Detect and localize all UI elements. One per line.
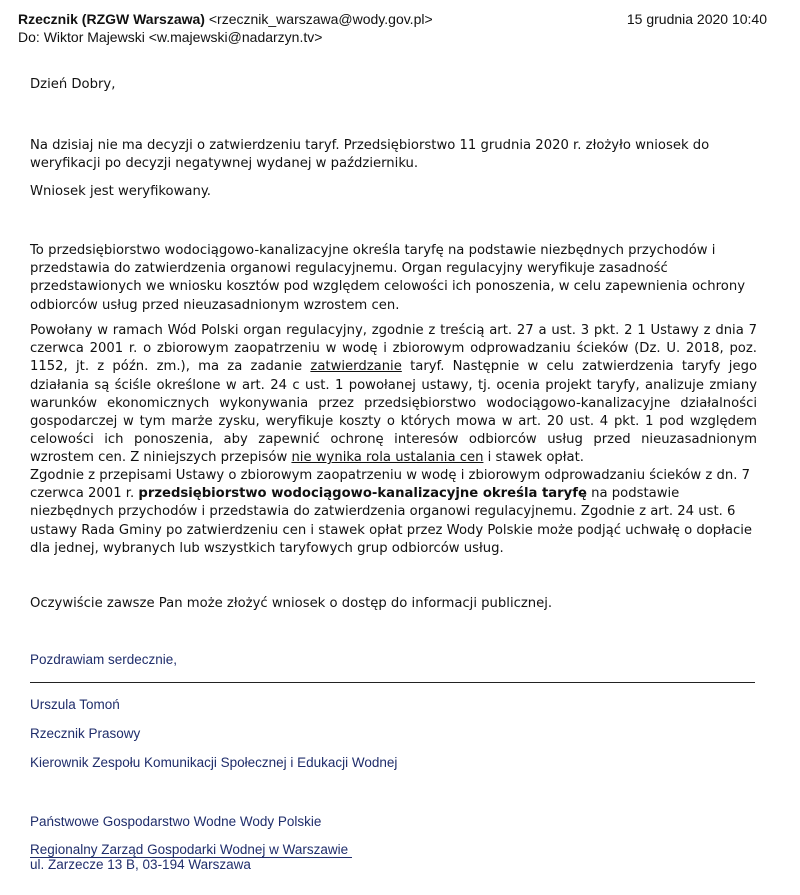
paragraph-1: Na dzisiaj nie ma decyzji o zatwierdzeniu taryf. Przedsiębiorstwo 11 grudnia 2020 r. złożyło wniosek do weryfikacji po decyzji negatywnej wydanej w październiku. xyxy=(30,138,710,172)
paragraph-5-text-a: Zgodnie z przepisami Ustawy o zbiorowym zaopatrzeniu w wodę i zbiorowym odprowadzaniu ścieków z dn. 7 czerwca 2001 r. xyxy=(30,468,750,502)
to-line xyxy=(18,29,322,45)
paragraph-4-text-a: Powołany w ramach Wód Polski organ regulacyjny, zgodnie z treścią art. 27 a ust. 3 pkt. 2 1 Ustawy z dnia 7 czerwca 2001 r. o zbiorowym zaopatrzeniu w wodę i zbiorowym odprowadzaniu ścieków (Dz. U. 2018, poz. 1152, jt. z późn. zm.), ma za zadanie xyxy=(30,323,757,375)
paragraph-4 xyxy=(30,322,757,468)
paragraph-4-underline-approval: zatwierdzanie xyxy=(310,359,402,375)
paragraph-5-text-b: na podstawie niezbędnych przychodów i przedstawia do zatwierdzenia organowi regulacyjnemu. Zgodnie z art. 24 ust. 6 ustawy Rada Gminy po zatwierdzeniu cen i stawek opłat przez Wody Polskie może podjąć uchwałę o dopłacie dla jednej, wybranych lub wszystkich taryfowych grup odbiorców usług. xyxy=(30,486,753,556)
paragraph-4-underline-pricing: nie wynika rola ustalania cen xyxy=(291,450,484,466)
paragraph-4-text-c: i stawek opłat. xyxy=(483,450,584,466)
paragraph-5-bold: przedsiębiorstwo wodociągowo-kanalizacyjne określa taryfę xyxy=(138,486,587,502)
signature-position: Kierownik Zespołu Komunikacji Społecznej i Edukacji Wodnej xyxy=(30,755,398,770)
signature-organization: Państwowe Gospodarstwo Wodne Wody Polskie xyxy=(30,814,322,829)
signature-unit-text: Regionalny Zarząd Gospodarki Wodnej w Warszawie xyxy=(30,842,352,858)
paragraph-5 xyxy=(30,467,757,558)
signature-unit xyxy=(30,842,352,857)
recipient[interactable]: Wiktor Majewski <w.majewski@nadarzyn.tv> xyxy=(43,29,323,45)
email-header xyxy=(0,0,800,50)
signature-address: ul. Zarzecze 13 B, 03-194 Warszawa xyxy=(30,857,251,872)
paragraph-6: Oczywiście zawsze Pan może złożyć wniosek o dostęp do informacji publicznej. xyxy=(30,596,553,611)
sender-email[interactable]: <rzecznik_warszawa@wody.gov.pl> xyxy=(208,11,433,27)
to-label: Do: xyxy=(18,29,40,45)
from-line xyxy=(18,11,433,27)
paragraph-2: Wniosek jest weryfikowany. xyxy=(30,184,211,199)
signature-name: Urszula Tomoń xyxy=(30,697,120,712)
sender-name[interactable]: Rzecznik (RZGW Warszawa) xyxy=(18,11,205,27)
signature-divider xyxy=(30,682,755,683)
paragraph-3: To przedsiębiorstwo wodociągowo-kanalizacyjne określa taryfę na podstawie niezbędnych przychodów i przedstawia do zatwierdzenia organowi regulacyjnemu. Organ regulacyjny weryfikuje zasadność przedstawionych we wniosku kosztów pod względem celowości ich ponoszenia, w celu zapewnienia ochrony odbiorców usług przed nieuzasadnionym wzrostem cen. xyxy=(30,243,745,313)
paragraph-4-text-b: taryf. Następnie w celu zatwierdzenia taryfy jego działania są ściśle określone w art. 24 c ust. 1 powołanej ustawy, tj. ocenia projekt taryfy, analizuje zmiany warunków ekonomicznych wykonywania przez przedsiębiorstwo wodociągowo-kanalizacyjne działalności gospodarczej w tym marże zysku, weryfikuje koszty o których mowa w art. 20 ust. 4 pkt. 1 pod względem celowości ich ponoszenia, aby zapewnić ochronę interesów odbiorców usług przed nieuzasadnionym wzrostem cen. Z niniejszych przepisów xyxy=(30,359,758,466)
signature-role: Rzecznik Prasowy xyxy=(30,726,141,741)
greeting: Dzień Dobry, xyxy=(30,77,116,92)
closing: Pozdrawiam serdecznie, xyxy=(30,652,178,667)
email-date: 15 grudnia 2020 10:40 xyxy=(626,11,767,27)
